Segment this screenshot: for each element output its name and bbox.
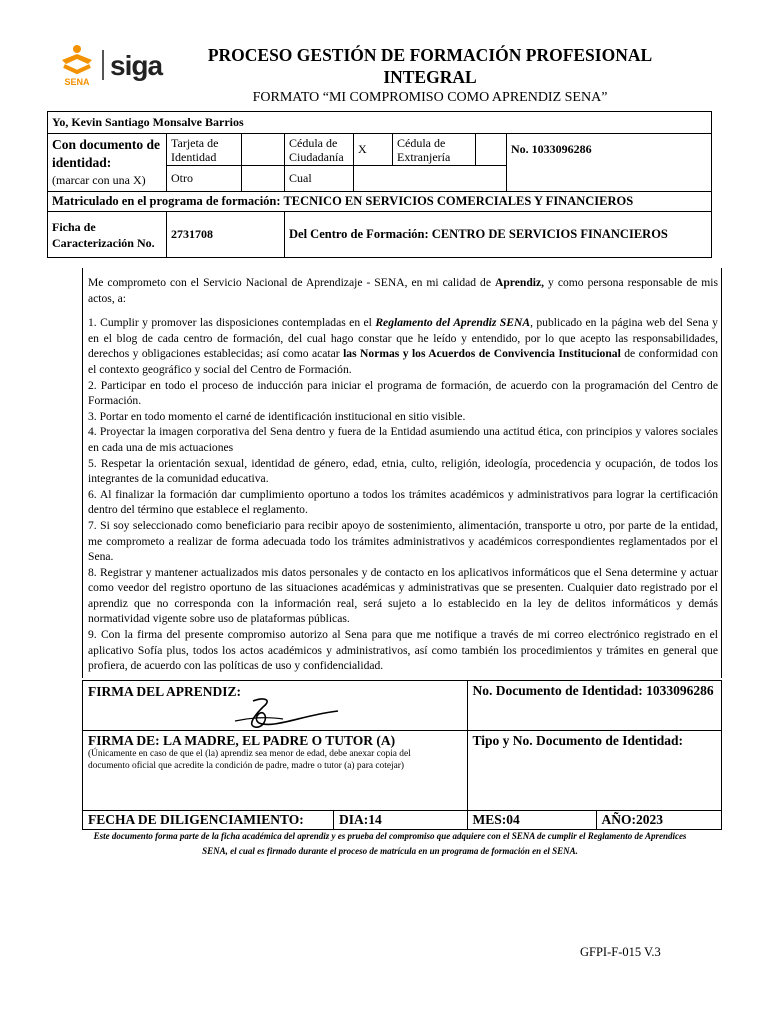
tipo-doc-label: Tipo y No. Documento de Identidad: bbox=[467, 731, 722, 811]
fecha-mes: MES:04 bbox=[467, 811, 596, 830]
option-tarjeta-box[interactable] bbox=[242, 134, 285, 166]
intro-paragraph: Me comprometo con el Servicio Nacional de Aprendizaje - SENA, en mi calidad de Aprendiz, y como persona responsable de mis actos, a: bbox=[88, 276, 718, 305]
student-name-line: Yo, Kevin Santiago Monsalve Barrios bbox=[48, 112, 712, 134]
option-cual: Cual bbox=[285, 166, 354, 192]
header-logos bbox=[58, 44, 178, 88]
doc-hint: (marcar con una X) bbox=[52, 173, 146, 187]
centro-row bbox=[285, 212, 712, 258]
sena-logo-icon bbox=[58, 44, 96, 88]
signature-table bbox=[82, 680, 722, 830]
centro-label: Del Centro de Formación: bbox=[289, 227, 429, 241]
page-subtitle: FORMATO “MI COMPROMISO COMO APRENDIZ SENA” bbox=[252, 90, 608, 105]
commitment-9: 9. Con la firma del presente compromiso autorizo al Sena para que me notifique a través de mi correo electrónico registrado en el aplicativo Sofía plus, todos los actos académicos y administrativos, así como también los procedimientos y trámites en general que profiera, de acuerdo con las políticas de uso y confidencialidad. bbox=[88, 628, 718, 673]
commitment-5: 5. Respetar la orientación sexual, identidad de género, edad, etnia, culto, religión, ideología, procedencia y ocupación, de todos los integrantes de la comunidad educativa. bbox=[88, 456, 718, 486]
program-row bbox=[48, 192, 712, 212]
option-tarjeta: Tarjeta de Identidad bbox=[167, 134, 242, 166]
identity-table bbox=[47, 111, 712, 258]
footer-note: Este documento forma parte de la ficha académica del aprendiz y es prueba del compromiso que adquiere con el SENA de cumplir el Reglamento de Aprendices SENA, el cual es firmado durante el proceso de matrícula en un programa de formación en el SENA. bbox=[93, 831, 687, 856]
doc-number: No. 1033096286 bbox=[507, 134, 712, 192]
option-cedula: Cédula de Ciudadanía bbox=[285, 134, 354, 166]
fecha-dia: DIA:14 bbox=[334, 811, 468, 830]
fecha-anio: AÑO:2023 bbox=[596, 811, 722, 830]
doc-aprendiz: No. Documento de Identidad: 1033096286 bbox=[467, 681, 722, 731]
option-extranjeria: Cédula de Extranjería bbox=[393, 134, 476, 166]
commitment-2: 2. Participar en todo el proceso de inducción para iniciar el programa de formación, de acuerdo con la programación del Centro de Formación. bbox=[88, 378, 718, 408]
option-cedula-mark[interactable]: X bbox=[354, 134, 393, 166]
option-cual-value[interactable] bbox=[354, 166, 507, 192]
siga-logo-text: siga bbox=[110, 50, 163, 81]
commitment-1: 1. Cumplir y promover las disposiciones contempladas en el Reglamento del Aprendiz SENA, publicado en la página web del Sena y en el blog de cada centro de formación, del cual hago constar que he leído y entendido, por lo que acepto las responsabilidades, derechos y obligaciones establecidas; así como acatar las Normas y los Acuerdos de Convivencia Institucional de conformidad con el contexto geográfico y social del Centro de Formación. bbox=[88, 316, 718, 376]
commitment-8: 8. Registrar y mantener actualizados mis datos personales y de contacto en los aplicativos informáticos que el Sena determine y actuar como veedor del registro oportuno de las situaciones académicas y administrativas que se presenten. Cualquier dato registrado por el aprendiz que no corresponda con la información real, será sujeto a lo establecido en la ley de delitos informáticos y demás normatividad vigente sobre uso de plataformas públicas. bbox=[88, 565, 718, 626]
doc-label: Con documento de identidad: bbox=[52, 137, 161, 170]
firma-aprendiz-cell[interactable] bbox=[83, 681, 468, 731]
fecha-label: FECHA DE DILIGENCIAMIENTO: bbox=[83, 811, 334, 830]
commitment-7: 7. Si soy seleccionado como beneficiario para recibir apoyo de sostenimiento, alimentación, transporte u otro, por parte de la entidad, me comprometo a realizar de forma adecuada todo los trámites administrativos y académicos correspondientes reglamentados por el Sena. bbox=[88, 518, 718, 564]
tutor-note: (Únicamente en caso de que el (la) aprendiz sea menor de edad, debe anexar copia del documento oficial que acredite la condición de padre, madre o tutor (a) para cotejar) bbox=[88, 749, 411, 771]
commitment-6: 6. Al finalizar la formación dar cumplimiento oportuno a todos los trámites académicos y administrativos para lograr la certificación dentro del término que establece el reglamento. bbox=[88, 487, 718, 517]
doc-label-cell bbox=[48, 134, 167, 192]
form-code: GFPI-F-015 V.3 bbox=[580, 945, 661, 959]
logo-divider bbox=[102, 50, 104, 80]
option-otro-box[interactable] bbox=[242, 166, 285, 192]
page-title: PROCESO GESTIÓN DE FORMACIÓN PROFESIONAL INTEGRAL bbox=[207, 45, 653, 87]
program-label: Matriculado en el programa de formación: bbox=[52, 194, 281, 208]
commitment-3: 3. Portar en todo momento el carné de identificación institucional en sitio visible. bbox=[88, 409, 466, 423]
commitment-4: 4. Proyectar la imagen corporativa del Sena dentro y fuera de la Entidad asumiendo una actitud ética, con principios y valores sociales en cada una de mis actuaciones bbox=[88, 425, 718, 454]
centro-value: CENTRO DE SERVICIOS FINANCIEROS bbox=[431, 227, 668, 241]
signature-icon bbox=[233, 693, 343, 733]
option-extranjeria-box[interactable] bbox=[476, 134, 507, 166]
ficha-value: 2731708 bbox=[167, 212, 285, 258]
commitments-text bbox=[88, 275, 718, 674]
firma-aprendiz-label: FIRMA DEL APRENDIZ: bbox=[88, 684, 242, 699]
ficha-label: Ficha de Caracterización No. bbox=[48, 212, 167, 258]
firma-tutor-cell[interactable] bbox=[83, 731, 468, 811]
sena-logo-text: SENA bbox=[64, 77, 90, 87]
option-otro: Otro bbox=[167, 166, 242, 192]
program-value: TECNICO EN SERVICIOS COMERCIALES Y FINANCIEROS bbox=[283, 194, 634, 208]
firma-tutor-label: FIRMA DE: LA MADRE, EL PADRE O TUTOR (A) bbox=[88, 733, 396, 748]
